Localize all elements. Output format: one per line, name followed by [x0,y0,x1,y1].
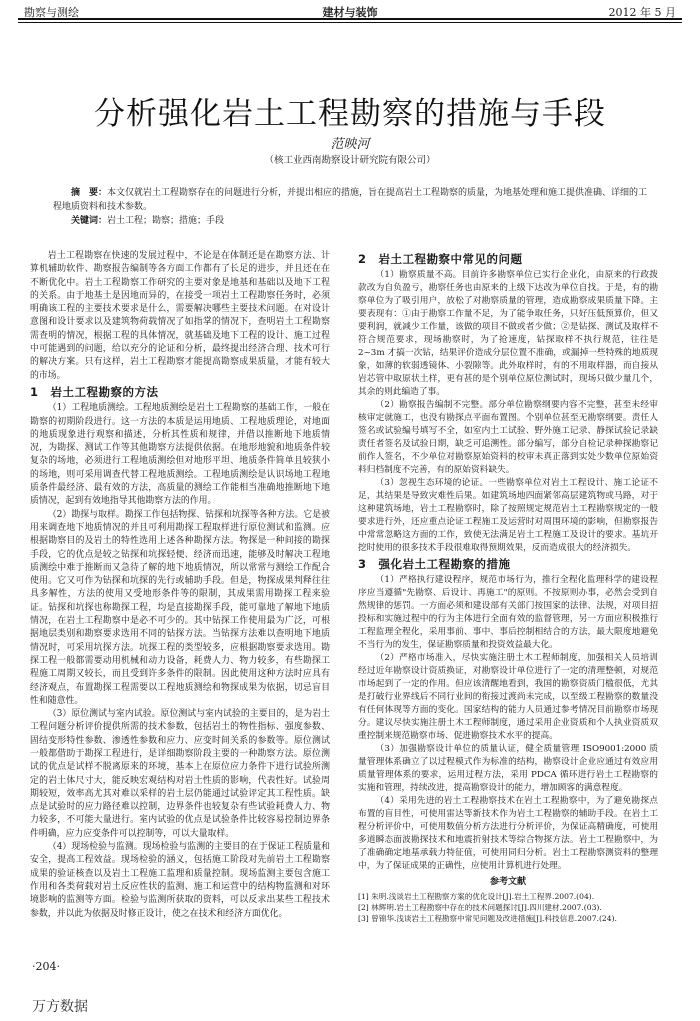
section-heading-1: 1 岩土工程勘察的方法 [30,384,159,399]
page-number: ·204· [32,960,60,973]
paragraph: （2）严格市场准入，尽快实施注册土木工程师制度，加强相关人员培训经过近年勘察设计资质换证，对勘察设计单位进行了一定的清理整顿，对规范市场起到了一定的作用。但应该清醒地看到，我国的勘察资质门槛很低，尤其是打破行业界线后不同行业间的衔接过渡尚未完成，以至级工程勘察的数量没有任何体现等方面的变化。国家结构的能力人员通过参考情况目前勘察市场现分。建议尽快实施注册土木工程师制度，通过采用企业资质和个人执业资质双重控制来规范勘察市场、促进勘察技术水平的提高。 [358,653,658,741]
affiliation: （核工业西南勘察设计研究院有限公司） [264,155,436,166]
abstract-label: 摘 要： [71,188,108,198]
keywords [53,214,649,228]
paragraph: （3）加强勘察设计单位的质量认证，健全质量管理 ISO9001:2000 质量管理体系确立了以过程模式作为标准的结构，勘察设计企业应通过有效应用质量管理体系的要求，运用过程方法，采用 PDCA 循环进行岩土工程勘察的实施和管理，持续改进，提高勘察设计的能力，增加顾客的满意程度。 [358,744,658,793]
references-title: 参考文献 [489,877,526,887]
journal-name: 建材与装饰 [322,6,378,19]
wanfang-watermark: 万方数据 [32,999,88,1015]
journal-section: 勘察与测绘 [24,6,79,19]
paragraph: （2）勘探与取样。勘探工作包括物探、钻探和坑探等各种方法。它是被用来调查地下地质情况的并且可利用勘探工程取样进行原位测试和监测。应根据勘察目的及岩土的特性选用上述各种勘探方法。物探是一种间接的勘探手段，它的优点是较之钻探和坑探轻便、经济而迅速，能够及时解决工程地质测绘中难于推断而又急待了解的地下地质情况，所以常常与测绘工作配合使用。它又可作为钻探和坑探的先行或辅助手段。但是，物探成果判释往往具多解性，方法的使用又受地形条件等的限制，其成果需用勘探工程来验证。钻探和坑探也称勘探工程，均是直接勘探手段，能可靠地了解地下地质情况，在岩土工程勘察中是必不可少的。其中钻探工作使用最为广泛，可根据地层类别和勘察要求选用不同的钻探方法。当钻探方法难以查明地下地质情况时，可采用坑探方法。坑探工程的类型较多，应根据勘察要求选用。勘探工程一般都需要动用机械和动力设备，耗费人力、物力较多，有些勘探工程施工周期又较长，而且受到许多条件的限制。因此使用这种方法时应具有经济观点，布置勘探工程需要以工程地质测绘和物探成果为依据，切忌盲目性和随意性。 [30,509,330,706]
reference-item: [2] 林辉明.岩土工程勘察中存在的技术问题探讨[J].四川建材.2007.(03). [358,903,602,912]
paragraph: （1）工程地质测绘。工程地质测绘是岩土工程勘察的基础工作，一般在勘察的初期阶段进行。这一方法的本质是运用地质、工程地质理论，对地面的地质现象进行观察和描述，分析其性质和规律，并借以推断地下地质情况，为勘探、测试工作等其他勘察方法提供依据。在地形地貌和地质条件较复杂的场地，必须进行工程地质测绘但对地形平坦、地质条件简单且较狭小的场地，则可采用调查代替工程地质测绘。工程地质测绘是认识场地工程地质条件最经济、最有效的方法，高质量的测绘工作能相当准确地推断地下地质情况，起到有效地指导其他勘察方法的作用。 [30,403,330,507]
paragraph: （4）现场检验与监测。现场检验与监测的主要目的在于保证工程质量和安全，提高工程效益。现场检验的涵义，包括施工阶段对先前岩土工程勘察成果的验证核查以及岩土工程施工监理和质量控制。现场监测主要包含施工作用和各类荷载对岩土反应性状的监测、施工和运营中的结构物监测和对环境影响的监测等方面。检验与监测所获取的资料，可以反求出某些工程技术参数，并以此为依据及时修正设计，使之在技术和经济方面优化。 [30,842,330,919]
paragraph: （1）严格执行建设程序，规范市场行为，推行全程化监理科学的建设程序应当遵循"先勘察、后设计、再施工"的原则。不按原则办事，必然会受到自然规律的惩罚。一方面必须和建设部有关部门按国家的法律、法规，对项目招投标和实施过程中的行为主体进行全面有效的监督管理，另一方面应积极推行工程监理全程化，采用事前、事中、事后控制相结合的方法，最大限度地避免不当行为的发生，保证勘察质量和投资效益最大化。 [358,575,658,650]
section-heading-3: 3 强化岩土工程勘察的措施 [358,557,511,571]
reference-item: [3] 曾锦华.浅谈岩土工程勘察中常见问题及改进措施[J].科技信息.2007.(24). [358,914,617,923]
paragraph: （1）勘察质量不高。目前许多勘察单位已实行企业化，由原来的行政拨款改为自负盈亏，勘察任务也由原来的上级下达改为单位自找。于是，有的勘察单位为了吸引用户，放松了对勘察质量的管理，造成勘察成果质量下降。主要表现有：①由于勘察工作量不足，为了能争取任务，只好压低预算价，但又要利润，就减少工作量，该做的项目不做或者少做；②是钻探、测试及取样不符合规范要求，现场勘察时，为了抢速度，钻探取样不执行规范，往往是 2~3m 才搞一次钻，结果评价造成分层位置不准确，或漏掉一些特殊的地质现象，如薄的软弱透镜体、小裂隙等。此外取样时，有的不用取样器，而自接从岩芯管中取原状土样，更有甚的是个别单位原位测试时，现场只做少量几个，其余的则此编造了事。 [358,270,658,397]
paragraph: （4）采用先进的岩土工程勘察技术在岩土工程勘察中，为了避免勘探点布置的盲目性，可使用雷达等新技术作为岩土工程勘察的辅助手段。在岩土工程分析评价中，可使用数值分析方法进行分析评价，为保证高精确度，可使用多道瞬态面波勘探技术和地震折射技术等综合物探方法。岩土工程勘察中，为了准确确定地基承载力特征值，可使用同归分析。岩土工程勘察测资料的整理中，为了保证成果的正确性，应使用计算机进行处理。 [358,796,658,871]
keywords-text: 岩土工程；勘察；措施；手段 [107,216,225,226]
abstract-block [53,186,649,228]
paper-title: 分析强化岩土工程勘察的措施与手段 [94,96,606,132]
paragraph: （2）勘察报告编制不完整。部分单位勘察纲要内容不完整，甚至未经审核审定就施工，也没有勘探点平面布置图。个别单位甚至无勘察纲要。责任人签名或试验编号填写不全，如室内土工试验、野外施工记录、静探试验记录缺责任者签名及试验日期，缺乏可追溯性。部分编写，部分自检记录种探勘察记前作人签名，不少单位对勘察原始资料的校审未真正落到实处少数单位原始资料归档制度不完善，有的原始资料缺失。 [358,400,658,475]
right-column [358,250,658,924]
header-rule [18,18,682,23]
section-heading-2: 2 岩土工程勘察中常见的问题 [358,252,523,266]
abstract [53,186,649,214]
paragraph: （3）忽视生态环境的论证。一些勘察单位对岩土工程设计、施工论证不足，其结果是导致灾难性后果。如建筑场地四面紧邻高层建筑物或马路，对于这种建筑场地，岩土工程勘察时，除了按照规定规范岩土工程勘察规定的一般要求进行外，还应重点论证工程施工及运营时对周围环境的影响，但勘察报告中常常忽略这方面的工作，致使无法满足岩土工程施工及设计的要求。基坑开挖时使用的很多技术手段很难取得预期效果，反而造成很大的经济损失。 [358,478,658,553]
left-column [30,250,330,921]
abstract-text: 本文仅就岩土工程勘察存在的问题进行分析，并提出相应的措施，旨在提高岩土工程勘察的质量，为地基处理和施工提供准确、详细的工程地质资料和技术参数。 [53,188,648,212]
paragraph: （3）原位测试与室内试验。原位测试与室内试验的主要目的，是为岩土工程问题分析评价提供所需的技术参数，包括岩土的物性指标、强度参数、固结变形特性参数、渗透性参数和应力、应变时间关系的参数等。原位测试一般都借助于勘探工程进行，是详细勘察阶段主要的一种勘察方法。原位测试的优点是试样不脱离原来的环境，基本上在原位应力条件下进行试验所测定的岩土体尺寸大，能反映宏观结构对岩土性质的影响，代表性好。试验周期较短，效率高尤其对难以采样的岩土层仍能通过试验评定其工程性质。缺点是试验时的应力路径难以控制，边界条件也较复杂有些试验耗费人力、物力较多，不可能大量进行。室内试验的优点是试验条件比较容易控制边界条件明确，应力应变条件可以控制等，可以大量取样。 [30,709,330,839]
intro-paragraph: 岩土工程勘察在快速的发展过程中，不论是在体制还是在勘察方法、计算机辅助软件、勘察报告编制等各方面工作都有了长足的进步，并且还在在不断优化中。岩土工程勘察工作研究的主要对象是地基和基础以及地下工程的关系。由于地基土是因地而异的，在接受一项岩土工程勘察任务时，必须明确该工程的主要技术要求是什么，需要解决哪些主要技术问题。在对设计意图和设计要求以及建筑物荷载情况了如指掌的情况下，查明岩土工程勘察需查明的情况，根据工程的具体情况，就基础及地下工程的设计、施工过程中可能遇到的问题，给以充分的论证和分析，最终提出经济合理、技术可行的解决方案。只有这样，岩土工程勘察才能提高勘察成果质量，才能有较大的市场。 [30,251,330,381]
author: 范映河 [330,137,370,152]
issue-date: 2012 年 5 月 [608,6,676,19]
reference-item: [1] 朱明.浅谈岩土工程勘察方案的优化设计[J].岩土工程界.2007.(04). [358,892,595,901]
keywords-label: 关键词： [71,216,108,226]
